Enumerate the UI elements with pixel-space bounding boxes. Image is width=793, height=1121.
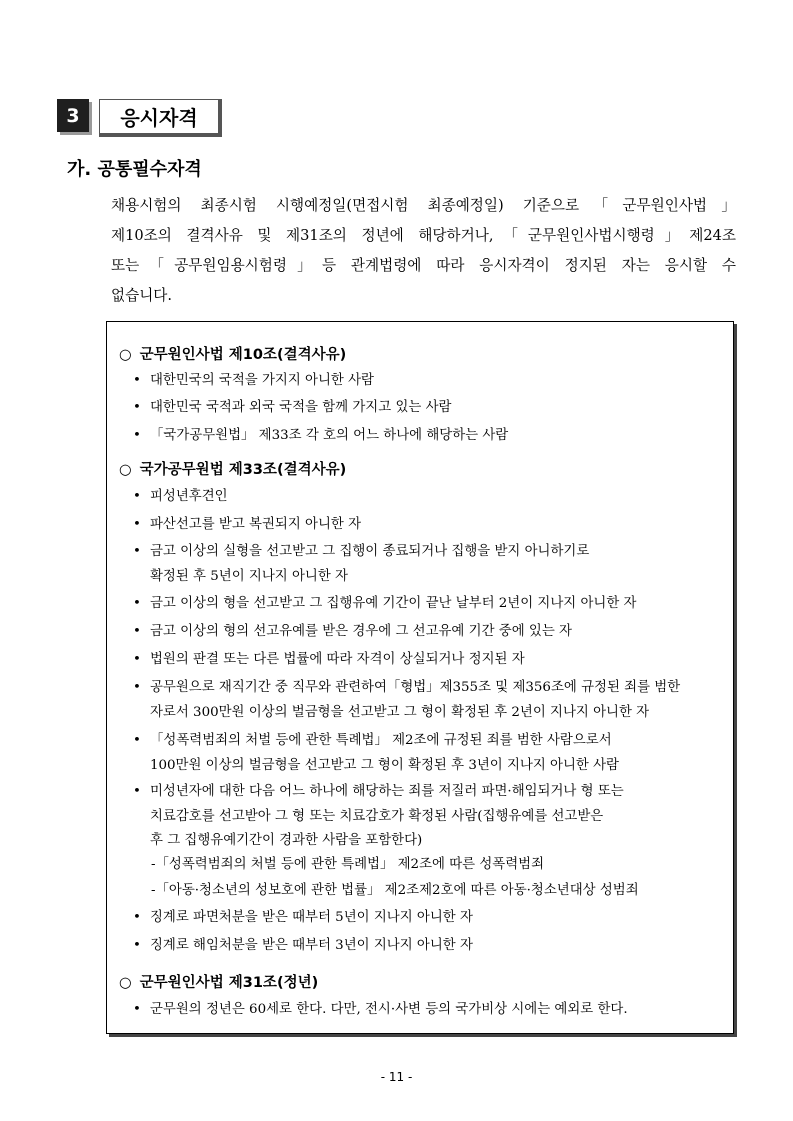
intro-line: 없습니다.	[111, 287, 173, 304]
bullet-icon: •	[133, 544, 141, 559]
sub-item: -「아동·청소년의 성보호에 관한 법률」 제2조제2호에 따른 아동·청소년대상 성범죄	[151, 883, 639, 898]
list-item-text: 치료감호를 선고받아 그 형 또는 치료감호가 확정된 사람(집행유예를 선고받은	[150, 808, 604, 824]
list-item-text: 금고 이상의 형을 선고받고 그 집행유예 기간이 끝난 날부터 2년이 지나지 아니한 자	[150, 596, 637, 611]
block-heading-text: 군무원인사법 제10조(결격사유)	[139, 347, 347, 363]
list-item	[133, 485, 728, 510]
list-item	[133, 396, 728, 421]
bullet-icon: •	[133, 517, 141, 532]
bullet-icon: •	[133, 910, 141, 925]
bullet-icon: •	[133, 400, 141, 415]
list-item	[133, 780, 728, 854]
list-item-text: 징계로 해임처분을 받은 때부터 3년이 지나지 아니한 자	[150, 938, 473, 953]
list-item-text: 대한민국 국적과 외국 국적을 함께 가지고 있는 사람	[150, 400, 452, 415]
subheading: 가. 공통필수자격	[67, 159, 202, 180]
block-heading	[119, 458, 346, 479]
list-item	[133, 729, 728, 778]
sub-item: -「성폭력범죄의 처벌 등에 관한 특례법」 제2조에 따른 성폭력범죄	[151, 857, 545, 872]
list-item-text: 금고 이상의 실형을 선고받고 그 집행이 종료되거나 집행을 받지 아니하기로	[150, 544, 590, 559]
list-item-text: 후 그 집행유예기간이 경과한 사람을 포함한다)	[150, 833, 423, 848]
block-heading	[119, 971, 318, 992]
section-number: 3	[57, 99, 89, 132]
list-item	[133, 424, 728, 449]
intro-line: 채용시험의 최종시험 시행예정일(면접시험 최종예정일) 기준으로「군무원인사법」	[111, 197, 736, 214]
bullet-icon: •	[133, 624, 141, 639]
bullet-icon: •	[133, 680, 141, 695]
list-item	[133, 369, 728, 394]
list-item-text: 징계로 파면처분을 받은 때부터 5년이 지나지 아니한 자	[150, 910, 473, 925]
list-item	[133, 934, 728, 959]
list-item-text: 피성년후견인	[150, 489, 228, 504]
list-item	[133, 540, 728, 589]
circle-bullet-icon: ○	[119, 347, 132, 363]
list-item-text: 「성폭력범죄의 처벌 등에 관한 특례법」 제2조에 규정된 죄를 범한 사람으로서	[150, 733, 612, 748]
intro-paragraph	[111, 191, 736, 311]
intro-line: 또는「공무원임용시험령」등 관계법령에 따라 응시자격이 정지된 자는 응시할 수	[111, 257, 736, 274]
list-item	[133, 592, 728, 617]
bullet-icon: •	[133, 489, 141, 504]
circle-bullet-icon: ○	[119, 462, 132, 478]
intro-line: 제10조의 결격사유 및 제31조의 정년에 해당하거나,「군무원인사법시행령」제24조	[111, 227, 736, 244]
bullet-icon: •	[133, 733, 141, 748]
list-item-text: 자로서 300만원 이상의 벌금형을 선고받고 그 형이 확정된 후 2년이 지나지 아니한 자	[150, 704, 650, 720]
list-item-text: 파산선고를 받고 복권되지 아니한 자	[150, 517, 362, 532]
list-item-text: 미성년자에 대한 다음 어느 하나에 해당하는 죄를 저질러 파면·해임되거나 형 또는	[150, 784, 624, 799]
list-item-text: 「국가공무원법」 제33조 각 호의 어느 하나에 해당하는 사람	[150, 428, 509, 443]
block-heading-text: 국가공무원법 제33조(결격사유)	[139, 462, 347, 478]
list-item	[133, 648, 728, 673]
list-item	[133, 676, 728, 725]
bullet-icon: •	[133, 1002, 141, 1017]
circle-bullet-icon: ○	[119, 975, 132, 991]
section-title: 응시자격	[99, 99, 222, 137]
list-item-text: 확정된 후 5년이 지나지 아니한 자	[150, 568, 348, 584]
block-heading	[119, 343, 346, 364]
list-item	[133, 998, 728, 1023]
bullet-icon: •	[133, 596, 141, 611]
list-item-text: 군무원의 정년은 60세로 한다. 다만, 전시·사변 등의 국가비상 시에는 예외로 한다.	[150, 1002, 628, 1017]
section-header	[57, 99, 227, 139]
bullet-icon: •	[133, 784, 141, 799]
list-item-text: 100만원 이상의 벌금형을 선고받고 그 형이 확정된 후 3년이 지나지 아니한 사람	[150, 757, 619, 773]
bullet-icon: •	[133, 652, 141, 667]
block-heading-text: 군무원인사법 제31조(정년)	[139, 975, 319, 991]
bullet-icon: •	[133, 428, 141, 443]
list-item-text: 금고 이상의 형의 선고유예를 받은 경우에 그 선고유예 기간 중에 있는 자	[150, 624, 572, 639]
list-item-text: 공무원으로 재직기간 중 직무와 관련하여「형법」제355조 및 제356조에 규정된 죄를 범한	[150, 680, 681, 695]
list-item-text: 대한민국의 국적을 가지지 아니한 사람	[150, 373, 374, 388]
list-item	[133, 513, 728, 538]
bullet-icon: •	[133, 373, 141, 388]
bullet-icon: •	[133, 938, 141, 953]
eligibility-box	[106, 321, 734, 1034]
list-item-text: 법원의 판결 또는 다른 법률에 따라 자격이 상실되거나 정지된 자	[150, 652, 525, 667]
list-item	[133, 620, 728, 645]
page-number: - 11 -	[380, 1070, 413, 1084]
list-item	[133, 906, 728, 931]
